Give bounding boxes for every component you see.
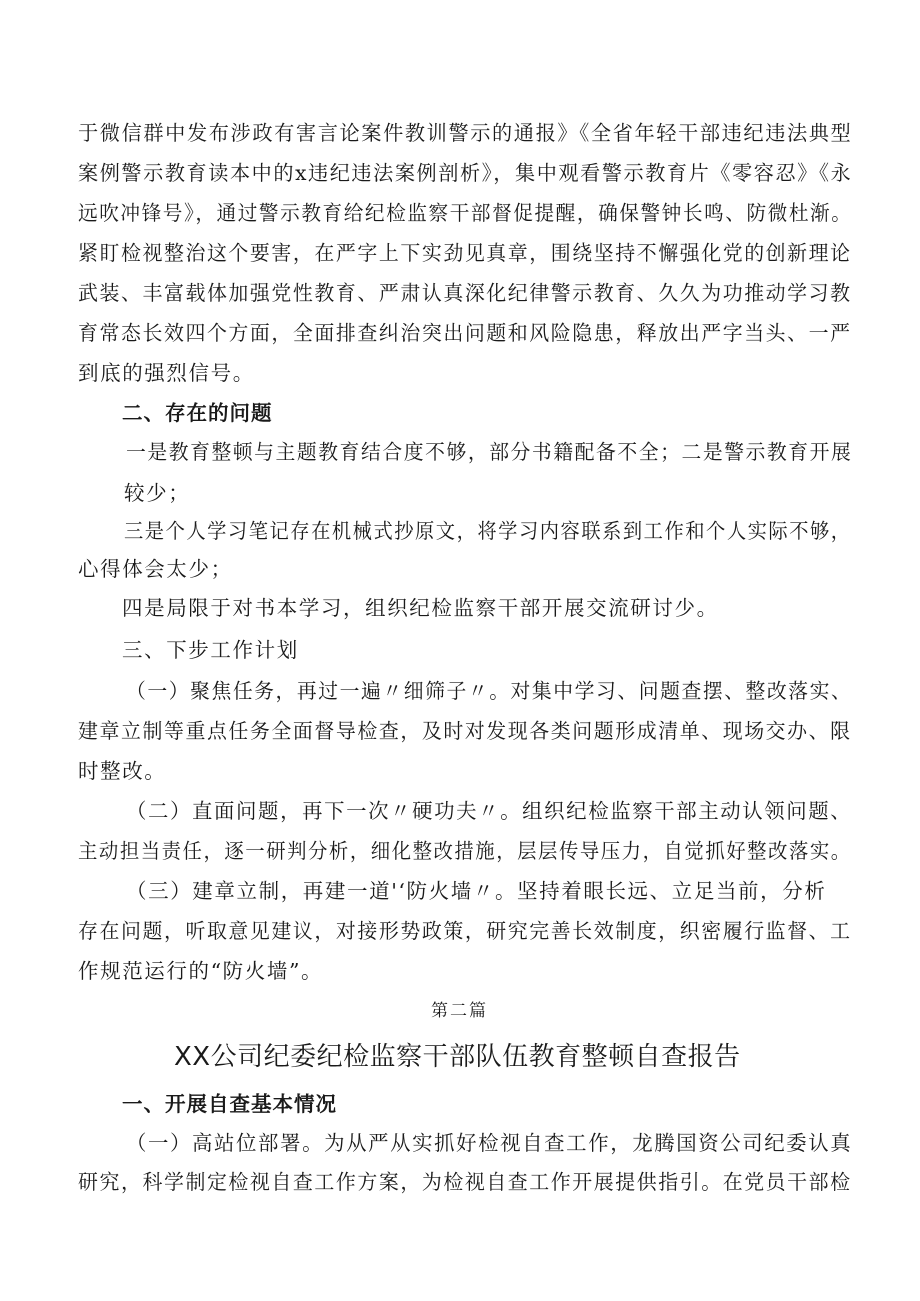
section-heading-plan: 三、下步工作计划 [122,638,299,662]
plan-line: 主动担当责任，逐一研判分析，细化整改措施，层层传导压力，自觉抓好整改落实。 [78,839,852,863]
part-label: 第二篇 [431,1001,488,1021]
issue-line: 一是教育整顿与主题教育结合度不够，部分书籍配备不全；二是警示教育开展 [126,440,853,464]
report-title: XX公司纪委纪检监察干部队伍教育整顿自查报告 [174,1042,741,1072]
section-heading-self-check: 一、开展自查基本情况 [122,1092,337,1116]
issue-line: 三是个人学习笔记存在机械式抄原文，将学习内容联系到工作和个人实际不够， [124,519,852,543]
plan-line: （二）直面问题，再下一次〃硬功夫〃。组织纪检监察干部主动认领问题、 [126,799,853,823]
issue-line: 四是局限于对书本学习，组织纪检监察干部开展交流研讨少。 [122,596,719,620]
paragraph-line: 案例警示教育读本中的x违纪违法案例剖析》，集中观看警示教育片《零容忍》《永 [78,161,853,185]
paragraph-line: 到底的强烈信号。 [78,361,255,385]
paragraph-line: 育常态长效四个方面，全面排查纠治突出问题和风险隐患，释放出严字当头、一严 [78,321,852,345]
paragraph-line: 于微信群中发布涉政有害言论案件教训警示的通报》《全省年轻干部违纪违法典型 [78,121,853,145]
issue-line: 心得体会太少； [78,557,233,581]
paragraph-line: 远吹冲锋号》，通过警示教育给纪检监察干部督促提醒，确保警钟长鸣、防微杜渐。 [78,201,853,225]
paragraph-line: 研究，科学制定检视自查工作方案，为检视自查工作开展提供指引。在党员干部检 [78,1170,852,1194]
issue-line: 较少； [124,481,191,505]
plan-line: 存在问题，听取意见建议，对接形势政策，研究完善长效制度，织密履行监督、工 [78,919,852,943]
plan-line: 建章立制等重点任务全面督导检查，及时对发现各类问题形成清单、现场交办、限 [78,719,852,743]
paragraph-line: 武装、丰富载体加强党性教育、严肃认真深化纪律警示教育、久久为功推动学习教 [78,281,852,305]
paragraph-line: 紧盯检视整治这个要害，在严字上下实劲见真章，围绕坚持不懈强化党的创新理论 [78,241,852,265]
paragraph-line: （一）高站位部署。为从严从实抓好检视自查工作，龙腾国资公司纪委认真 [126,1131,853,1155]
plan-line: （三）建章立制，再建一道'‘防火墙〃。坚持着眼长远、立足当前，分析 [126,879,827,903]
plan-line: 作规范运行的“防火墙”。 [78,959,324,983]
plan-line: （一）聚焦任务，再过一遍〃细筛子〃。对集中学习、问题查摆、整改落实、 [126,679,853,703]
section-heading-issues: 二、存在的问题 [122,401,273,425]
plan-line: 时整改。 [78,759,167,783]
